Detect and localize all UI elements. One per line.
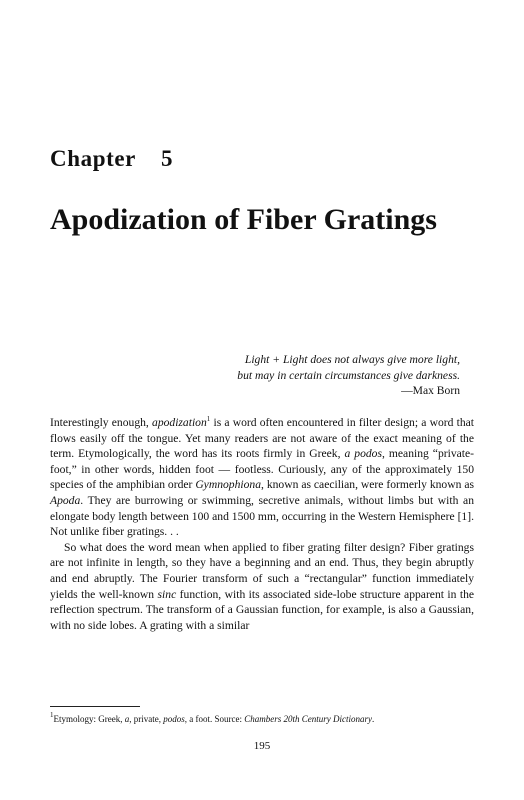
footnote-text-d: .	[372, 714, 375, 724]
chapter-title: Apodization of Fiber Gratings	[50, 203, 437, 236]
epigraph-author: —Max Born	[401, 384, 460, 398]
footnote-ref: 1	[206, 415, 211, 423]
footnote-text-a: Etymology: Greek,	[53, 714, 125, 724]
apodization-term: apodization	[152, 416, 207, 429]
p2-text-b: function, with its associated side-lobe structure apparent in the reflection spectrum. The transform of a Gaussian function, for example, is also a Gaussian, with no side lobes. A grating with a similar	[50, 587, 475, 632]
epigraph	[237, 352, 460, 399]
footnote-text-c: , a foot. Source:	[184, 714, 245, 724]
footnote-text-b: , private,	[129, 714, 164, 724]
p1-text-c: , meaning “private-foot,” in other words, hidden foot — footless. Curiously, any of the approximately 150 species of the amphibian order	[50, 447, 474, 492]
p1-text-d: , known as caecilian, were formerly known as	[261, 478, 474, 492]
footnote-podos: podos	[163, 714, 185, 724]
gymnophiona-term: Gymnophiona	[195, 478, 262, 492]
apoda-term: Apoda	[50, 493, 81, 507]
sinc-term: sinc	[157, 587, 177, 601]
body-text	[50, 415, 474, 633]
footnote-mark: 1	[50, 711, 54, 719]
paragraph-2	[50, 540, 474, 634]
chapter-label: Chapter 5	[50, 146, 174, 171]
p1-text-a: Interestingly enough,	[50, 416, 153, 429]
epigraph-line-2: but may in certain circumstances give darkness.	[237, 368, 460, 382]
footnote-a: a	[124, 714, 130, 724]
p2-text-a: So what does the word mean when applied to fiber grating filter design? Fiber gratings are not infinite in length, so they have a beginning and an end. Thus, they begin abruptly and end abruptly. The Fourier transform of such a “rectangular” function immediately yields the well-known	[50, 540, 474, 601]
page-number: 195	[253, 740, 271, 752]
p1-text-b: is a word often encountered in filter design; a word that flows easily off the tongue. Yet many readers are not aware of the exact meaning of the term. Etymologically, the word has its roots firmly in Greek,	[50, 416, 474, 461]
a-podos-term: a podos	[344, 447, 382, 461]
footnote-source: Chambers 20th Century Dictionary	[244, 714, 372, 724]
footnote	[50, 713, 480, 725]
p1-text-e: . They are burrowing or swimming, secretive animals, without limbs but with an elongate body length between 100 and 1500 mm, occurring in the Western Hemisphere [1]. Not unlike fiber gratings. . .	[50, 493, 474, 539]
footnote-rule	[50, 706, 140, 707]
epigraph-line-1: Light + Light does not always give more light,	[244, 353, 460, 366]
paragraph-1	[50, 415, 474, 540]
